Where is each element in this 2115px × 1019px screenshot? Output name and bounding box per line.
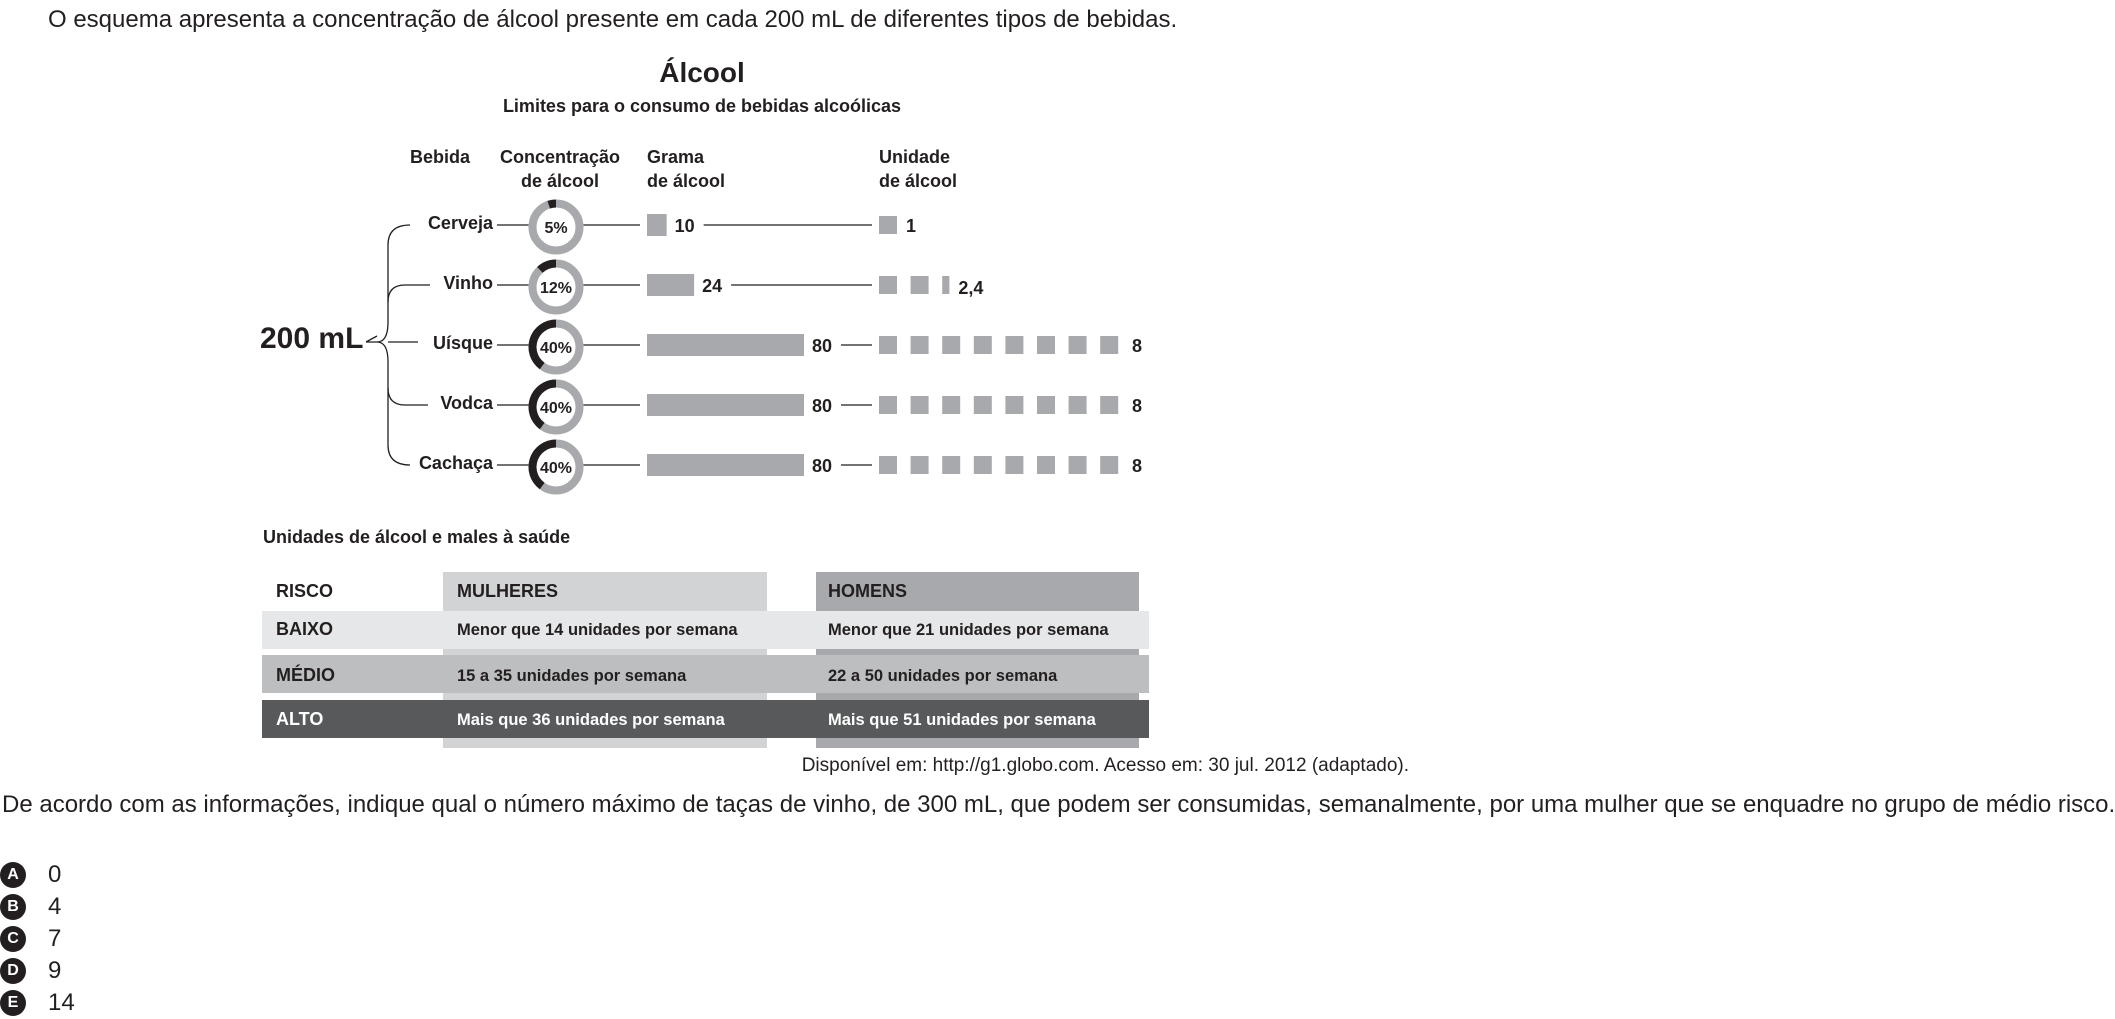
unit-square-vodca-5 [1005,396,1023,414]
men-medium: 22 a 50 unidades por semana [828,667,1058,685]
risk-column-header: RISCO [276,581,334,601]
units-label-cerveja: 1 [906,216,917,236]
pct-label-vinho: 12% [539,280,573,297]
unit-square-cachaca-2 [911,456,929,474]
unit-square-vinho-1 [879,276,897,294]
unit-square-cachaca-5 [1005,456,1023,474]
header-units-line2: de álcool [879,171,958,191]
unit-square-uisque-3 [942,336,960,354]
pct-label-uisque: 40% [539,340,573,357]
unit-square-cachaca-1 [879,456,897,474]
units-label-cachaca: 8 [1132,456,1143,476]
unit-square-vinho-2 [911,276,929,294]
chart-title: Álcool [659,57,745,88]
units-label-vinho: 2,4 [958,278,984,298]
unit-square-uisque-2 [911,336,929,354]
grams-label-cachaca: 80 [812,456,833,476]
ring-fill-cerveja [549,204,556,205]
pct-label-cachaca: 40% [539,460,573,477]
source-citation: Disponível em: http://g1.globo.com. Acesso em: 30 jul. 2012 (adaptado). [801,755,1409,776]
beverage-label-uisque: Uísque [432,333,493,353]
grams-bar-vinho [647,274,694,296]
intro-text: O esquema apresenta a concentração de álcool presente em cada 200 mL de diferentes tipos de bebidas. [48,6,1178,33]
beverage-label-cerveja: Cerveja [427,213,493,233]
risk-row-medium [262,655,1149,693]
grams-label-vodca: 80 [812,396,833,416]
header-concentration-line2: de álcool [520,171,600,191]
grams-bar-cerveja [647,214,667,236]
unit-square-vinho-partial [942,276,949,294]
header-grams-line2: de álcool [647,171,726,191]
risk-label-high: ALTO [276,709,324,729]
men-high: Mais que 51 unidades por semana [828,711,1096,729]
option-c-value: 7 [48,925,62,952]
unit-square-cachaca-8 [1100,456,1118,474]
unit-square-vodca-7 [1069,396,1087,414]
volume-label: 200 mL [260,322,364,355]
unit-square-uisque-8 [1100,336,1118,354]
grams-label-uisque: 80 [812,336,833,356]
women-column-header: MULHERES [457,581,559,601]
unit-square-uisque-4 [974,336,992,354]
option-b-badge: B [0,894,26,920]
pct-label-vodca: 40% [539,400,573,417]
header-grams-line1: Grama [647,147,705,167]
unit-square-vodca-6 [1037,396,1055,414]
unit-square-cachaca-7 [1069,456,1087,474]
beverage-label-cachaca: Cachaça [418,453,493,473]
unit-square-vodca-4 [974,396,992,414]
ring-fill-vinho [540,264,556,270]
unit-square-vodca-8 [1100,396,1118,414]
risk-label-medium: MÉDIO [276,665,336,685]
women-low: Menor que 14 unidades por semana [457,621,738,639]
unit-square-uisque-5 [1005,336,1023,354]
header-units-line1: Unidade [879,147,951,167]
option-a-badge: A [0,862,26,888]
grams-bar-vodca [647,394,804,416]
unit-square-vodca-2 [911,396,929,414]
risk-label-low: BAIXO [276,619,334,639]
units-label-vodca: 8 [1132,396,1143,416]
unit-square-cachaca-6 [1037,456,1055,474]
grams-label-cerveja: 10 [674,216,695,236]
header-concentration-line1: Concentração [499,147,621,167]
grams-label-vinho: 24 [702,276,723,296]
grams-bar-cachaca [647,454,804,476]
unit-square-uisque-7 [1069,336,1087,354]
beverage-label-vinho: Vinho [443,273,493,293]
option-b-value: 4 [48,893,62,920]
alcohol-chart [0,0,1418,520]
header-beverage: Bebida [410,147,471,167]
grams-bar-uisque [647,334,804,356]
health-table-title: Unidades de álcool e males à saúde [263,527,571,547]
option-d-badge: D [0,958,26,984]
risk-row-low [262,611,1149,649]
risk-row-high [262,700,1149,738]
bracket-arrow [366,336,377,342]
unit-square-vodca-3 [942,396,960,414]
option-c-badge: C [0,926,26,952]
option-e-value: 14 [48,989,75,1016]
unit-square-vodca-1 [879,396,897,414]
pct-label-cerveja: 5% [544,220,568,237]
option-d-value: 9 [48,957,62,984]
question-text: De acordo com as informações, indique qual o número máximo de taças de vinho, de 300 mL, que podem ser consumidas, semanalmente, por uma mulher que se enquadre no grupo de médio risco. [2,791,2115,818]
unit-square-cachaca-3 [942,456,960,474]
men-column-header: HOMENS [828,581,908,601]
women-high: Mais que 36 unidades por semana [457,711,725,729]
women-medium: 15 a 35 unidades por semana [457,667,687,685]
unit-square-cerveja-1 [879,216,897,234]
units-label-uisque: 8 [1132,336,1143,356]
chart-subtitle: Limites para o consumo de bebidas alcoólicas [502,96,902,116]
option-e-badge: E [0,990,26,1016]
beverage-label-vodca: Vodca [440,393,493,413]
unit-square-uisque-6 [1037,336,1055,354]
unit-square-cachaca-4 [974,456,992,474]
men-low: Menor que 21 unidades por semana [828,621,1109,639]
unit-square-uisque-1 [879,336,897,354]
option-a-value: 0 [48,861,62,888]
